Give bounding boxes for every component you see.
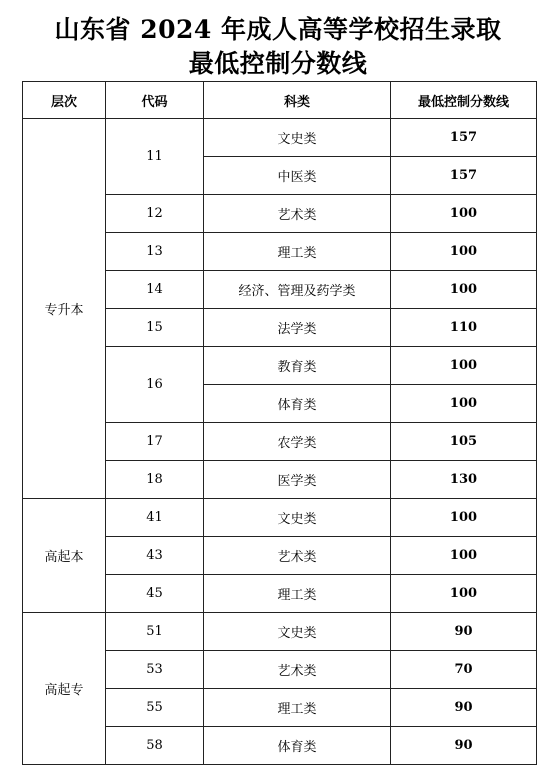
score-cell: 100 [391,271,537,309]
score-cell: 90 [391,727,537,765]
page-subtitle: 最低控制分数线 [188,49,368,78]
subject-cell: 法学类 [204,309,391,347]
subject-cell: 理工类 [204,233,391,271]
score-cell: 90 [391,689,537,727]
score-cell: 130 [391,461,537,499]
subject-cell: 文史类 [204,613,391,651]
score-cell: 157 [391,157,537,195]
table-row [23,119,537,157]
subject-cell: 教育类 [204,347,391,385]
level-cell: 高起专 [23,613,106,765]
score-cell: 70 [391,651,537,689]
subject-cell: 理工类 [204,575,391,613]
score-cell: 90 [391,613,537,651]
code-cell: 18 [106,461,204,499]
subject-cell: 医学类 [204,461,391,499]
code-cell: 43 [106,537,204,575]
subject-cell: 艺术类 [204,651,391,689]
code-cell: 12 [106,195,204,233]
subject-cell: 艺术类 [204,195,391,233]
code-cell: 15 [106,309,204,347]
score-table [22,81,537,765]
subject-cell: 体育类 [204,385,391,423]
score-cell: 100 [391,347,537,385]
code-cell: 53 [106,651,204,689]
table-row [23,499,537,537]
header-row [23,82,537,119]
header-code: 代码 [106,82,204,119]
table-header [23,82,537,119]
page-title: 山东省 2024 年成人高等学校招生录取 [54,15,502,44]
code-cell: 51 [106,613,204,651]
code-cell: 13 [106,233,204,271]
subject-cell: 经济、管理及药学类 [204,271,391,309]
score-cell: 100 [391,233,537,271]
header-min-score: 最低控制分数线 [391,82,537,119]
table-body [23,119,537,765]
score-cell: 105 [391,423,537,461]
score-cell: 100 [391,385,537,423]
subject-cell: 文史类 [204,499,391,537]
header-level: 层次 [23,82,106,119]
code-cell: 17 [106,423,204,461]
subject-cell: 艺术类 [204,537,391,575]
code-cell: 41 [106,499,204,537]
table-row [23,613,537,651]
level-cell: 高起本 [23,499,106,613]
header-subject: 科类 [204,82,391,119]
code-cell: 16 [106,347,204,423]
score-cell: 100 [391,575,537,613]
score-cell: 157 [391,119,537,157]
code-cell: 58 [106,727,204,765]
score-cell: 100 [391,537,537,575]
level-cell: 专升本 [23,119,106,499]
score-cell: 100 [391,499,537,537]
code-cell: 11 [106,119,204,195]
subject-cell: 文史类 [204,119,391,157]
code-cell: 55 [106,689,204,727]
code-cell: 14 [106,271,204,309]
score-cell: 110 [391,309,537,347]
score-cell: 100 [391,195,537,233]
subject-cell: 理工类 [204,689,391,727]
code-cell: 45 [106,575,204,613]
subject-cell: 体育类 [204,727,391,765]
subject-cell: 农学类 [204,423,391,461]
subject-cell: 中医类 [204,157,391,195]
